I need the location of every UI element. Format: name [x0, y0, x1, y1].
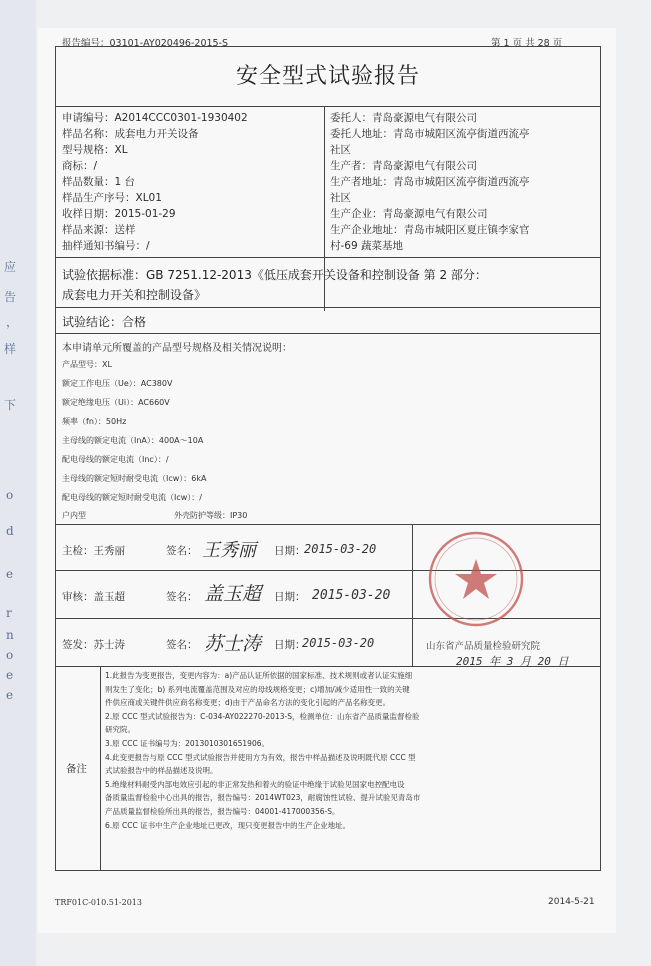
producer: 生产者：青岛豪源电气有限公司 — [330, 160, 477, 172]
sample-serial: 样品生产序号：XL01 — [62, 192, 162, 204]
test-conclusion: 试验结论：合格 — [62, 315, 147, 329]
reviewer-sign-label: 签名： — [166, 591, 198, 603]
coverage-item-last: 户内型 — [62, 511, 86, 520]
inspector-signature: 王秀丽 — [202, 540, 256, 561]
test-basis-line1: 试验依据标准：GB 7251.12-2013《低压成套开关设备和控制设备 第 2 部分： — [62, 268, 487, 282]
footer-date: 2014-5-21 — [548, 897, 595, 907]
remarks-divider — [100, 666, 101, 871]
trademark: 商标：/ — [62, 160, 98, 172]
coverage-item: 主母线的额定电流（InA）：400A～10A — [62, 436, 204, 445]
sample-name: 样品名称：成套电力开关设备 — [62, 128, 199, 140]
remark-line: 2.原 CCC 型式试验报告为：C-034-AY022270-2013-S，检测单位：山东省产品质量监督检验 — [105, 711, 420, 721]
client-address: 委托人地址：青岛市城阳区流亭街道西流亭 — [330, 128, 530, 140]
remark-line: 式试验报告中的样品描述及说明。 — [105, 766, 218, 776]
producer-address-cont: 社区 — [330, 192, 351, 204]
client: 委托人：青岛豪源电气有限公司 — [330, 112, 477, 124]
reviewer-date-label: 日期： — [274, 591, 306, 603]
row-divider — [56, 333, 600, 334]
manufacturer-address: 生产企业地址：青岛市城阳区夏庄镇李家官 — [330, 224, 530, 236]
coverage-item: 配电母线的额定电流（Inc）：/ — [62, 455, 169, 464]
inspector-label: 主检：王秀丽 — [62, 545, 125, 557]
edge-char: e — [6, 567, 14, 581]
approver-label: 签发：苏士涛 — [62, 639, 125, 651]
coverage-item: 产品型号：XL — [62, 360, 112, 369]
inspector-sign-label: 签名： — [166, 545, 198, 557]
edge-char: e — [6, 688, 14, 702]
row-divider — [56, 257, 600, 258]
coverage-item: 配电母线的额定短时耐受电流（Icw）：/ — [62, 493, 202, 502]
coverage-item: 频率（fn）：50Hz — [62, 417, 127, 426]
edge-char: o — [6, 488, 14, 502]
edge-char: o — [6, 648, 14, 662]
reviewer-date: 2015-03-20 — [312, 588, 391, 603]
model-spec: 型号规格：XL — [62, 144, 128, 156]
approver-date-label: 日期： — [274, 639, 306, 651]
remark-line: 6.原 CCC 证书中生产企业地址已更改，现只变更报告中的生产企业地址。 — [105, 820, 351, 830]
sample-source: 样品来源：送样 — [62, 224, 136, 236]
inspector-date-label: 日期： — [274, 545, 306, 557]
coverage-item: 额定工作电压（Ue）：AC380V — [62, 379, 173, 388]
row-divider — [56, 307, 600, 308]
enclosure-protection: 外壳防护等级：IP30 — [174, 511, 248, 520]
edge-char: ， — [6, 315, 19, 329]
application-number: 申请编号：A2014CCC0301-1930402 — [62, 112, 248, 124]
edge-char: 下 — [4, 398, 17, 412]
reviewer-signature: 盖玉超 — [204, 583, 262, 605]
remarks-list — [105, 669, 599, 832]
sample-quantity: 样品数量：1 台 — [62, 176, 136, 188]
edge-char: 样 — [4, 342, 17, 356]
client-address-cont: 社区 — [330, 144, 351, 156]
coverage-intro: 本申请单元所覆盖的产品型号规格及相关情况说明： — [62, 343, 292, 354]
form-code: TRF01C-010.51-2013 — [55, 898, 142, 907]
binding-edge — [0, 0, 36, 966]
approver-signature: 苏士涛 — [204, 633, 262, 655]
approver-date: 2015-03-20 — [302, 636, 375, 650]
edge-char: 应 — [4, 260, 17, 274]
row-divider — [56, 524, 600, 525]
test-basis-line2: 成套电力开关和控制设备》 — [62, 288, 207, 302]
seal-org-name: 山东省产品质量检验研究院 — [426, 641, 541, 652]
seal-date: 2015 年 3 月 20 日 — [456, 655, 569, 668]
page-info: 第 1 页 共 28 页 — [491, 38, 563, 49]
remark-line: 5.绝缘材料耐受内部电效应引起的非正常发热和着火的验证中绝缘于试验见国家电控配电设 — [105, 779, 405, 789]
report-number: 报告编号：03101-AY020496-2015-S — [62, 38, 229, 49]
receive-date: 收样日期：2015-01-29 — [62, 208, 176, 220]
producer-address: 生产者地址：青岛市城阳区流亭街道西流亭 — [330, 176, 530, 188]
manufacturer: 生产企业：青岛豪源电气有限公司 — [330, 208, 488, 220]
remark-line: 件供应商或关键件供应商名称变更；d)由于产品命名方法的变化引起的产品名称变更。 — [105, 698, 391, 708]
remark-line: 3.原 CCC 证书编号为：2013010301651906。 — [105, 738, 269, 748]
official-seal — [426, 529, 526, 629]
remark-line: 4.此变更报告与原 CCC 型式试验报告并使用方为有效，报告中样品描述及说明既代原 CCC 型 — [105, 752, 416, 762]
remark-line: 1.此报告为变更报告，变更内容为：a)产品认证所依据的国家标准、技术规则或者认证实施细 — [105, 671, 413, 680]
coverage-item: 主母线的额定短时耐受电流（Icw）：6kA — [62, 474, 207, 483]
remark-line: 则发生了变化；b) 系列电流覆盖范围及对应的母线规格变更；c)增加/减少适用性一致的关键 — [105, 684, 410, 694]
remark-line: 产品质量监督检验所出具的报告，报告编号：04001-417000356-S。 — [105, 806, 340, 816]
report-form — [55, 46, 601, 871]
coverage-item: 额定绝缘电压（Ui）：AC660V — [62, 398, 170, 407]
sampling-notice: 抽样通知书编号：/ — [62, 240, 150, 252]
approver-sign-label: 签名： — [166, 639, 198, 651]
remark-line: 研究院。 — [105, 725, 135, 735]
inspector-date: 2015-03-20 — [304, 542, 377, 556]
edge-char: 告 — [4, 290, 17, 304]
edge-char: r — [6, 606, 12, 620]
reviewer-label: 审核：盖玉超 — [62, 591, 125, 603]
row-divider — [56, 666, 600, 667]
remark-line: 备质量监督检验中心出具的报告，报告编号：2014WT023，耐腐蚀性试验、提升试验见青岛市 — [105, 793, 421, 803]
edge-char: n — [6, 628, 14, 642]
report-title: 安全型式试验报告 — [56, 47, 600, 107]
manufacturer-address-cont: 村-69 蔬菜基地 — [330, 240, 403, 252]
edge-char: d — [6, 524, 14, 538]
stamp-divider — [412, 524, 413, 666]
edge-char: e — [6, 668, 14, 682]
remarks-label: 备注 — [66, 763, 87, 775]
